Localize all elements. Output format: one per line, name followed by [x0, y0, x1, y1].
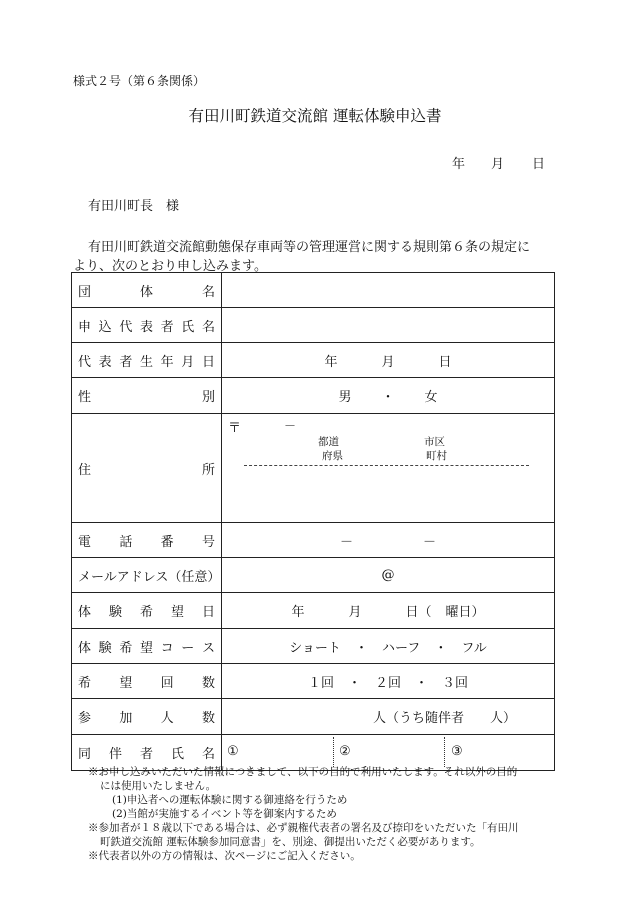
course-sep-2: ・ [434, 640, 448, 656]
label-group-name [72, 273, 222, 308]
label-char: 団 [78, 284, 92, 300]
course-half[interactable]: ハーフ [381, 640, 421, 656]
row-phone [72, 523, 555, 558]
label-char: 表 [98, 354, 112, 370]
gender-separator: ・ [381, 390, 395, 405]
label-char: 者 [119, 354, 133, 370]
representative-name-field[interactable] [222, 308, 555, 343]
label-char: 希 [139, 605, 153, 620]
intro-line-2: より、次のとおり申し込みます。 [73, 259, 267, 274]
label-char: 話 [119, 534, 133, 550]
course-full[interactable]: フル [461, 640, 487, 656]
row-gender [72, 378, 555, 414]
participants-label [78, 707, 215, 726]
note-2: ※参加者が１８歳以下である場合は、必ず親権代表者の署名及び捺印をいただいた「有田川 [88, 822, 519, 834]
label-char: 伴 [108, 747, 122, 762]
label-char: 験 [108, 605, 122, 620]
form-reference: 様式２号（第６条関係） [73, 74, 206, 88]
note-2-cont: 町鉄道交流館 運転体験参加同意書」を、別途、御提出いただく必要があります。 [100, 836, 481, 848]
row-course [72, 629, 555, 664]
dob-month: 月 [381, 354, 395, 370]
label-desired-date [72, 593, 222, 629]
companion-mark-3: ③ [451, 744, 463, 759]
label-char: 望 [119, 675, 133, 691]
label-phone [72, 523, 222, 558]
note-1-cont: には使用いたしません。 [100, 780, 217, 792]
gender-label [78, 386, 215, 405]
count-label [78, 672, 215, 691]
label-char: 回 [160, 675, 174, 691]
label-address [72, 414, 222, 523]
label-char: 者 [139, 747, 153, 762]
group-name-label [78, 281, 215, 300]
address-field[interactable] [222, 414, 555, 523]
label-char: 氏 [181, 319, 195, 335]
date-year: 年 [452, 157, 466, 172]
label-char: 者 [160, 319, 174, 335]
note-purpose-2: (2)当館が実施するイベント等を御案内するため [112, 808, 337, 820]
label-char: 日 [201, 354, 215, 370]
count-sep-1: ・ [347, 675, 361, 691]
label-char: 号 [201, 534, 215, 550]
group-name-field[interactable] [222, 273, 555, 308]
email-at: @ [381, 567, 395, 583]
count-1[interactable]: １回 [307, 675, 334, 691]
intro-line-1: 有田川町鉄道交流館動態保存車両等の管理運営に関する規則第６条の規定に [88, 240, 531, 255]
label-char: ー [181, 640, 195, 656]
label-char: コ [160, 640, 174, 656]
participants-field[interactable] [222, 699, 555, 735]
label-course [72, 629, 222, 664]
label-char: 希 [119, 640, 133, 656]
course-sep-1: ・ [354, 640, 368, 656]
desired-year: 年 [291, 605, 305, 620]
label-char: 氏 [170, 747, 184, 762]
label-char: 同 [78, 747, 92, 762]
label-char: 電 [78, 534, 92, 550]
label-char: 人 [160, 711, 174, 726]
address-dashed-line [244, 465, 529, 466]
row-email [72, 558, 555, 593]
label-char: 申 [78, 319, 92, 335]
companion-divider-2 [444, 737, 445, 767]
label-representative-name [72, 308, 222, 343]
label-char: 加 [119, 711, 133, 726]
label-char: 所 [201, 462, 215, 478]
representative-name-label [78, 316, 215, 335]
course-short[interactable]: ショート [289, 640, 341, 656]
note-1: ※お申し込みいただいた情報につきまして、以下の目的で利用いたします。それ以外の目的 [88, 766, 518, 778]
row-address [72, 414, 555, 523]
course-field[interactable] [222, 629, 555, 664]
email-field[interactable] [222, 558, 555, 593]
addressee: 有田川町長 様 [88, 199, 180, 214]
postal-mark: 〒 [228, 421, 242, 436]
companion-mark-2: ② [339, 744, 351, 759]
date-day: 日 [532, 157, 546, 172]
label-char: 名 [201, 319, 215, 335]
label-char: 験 [98, 640, 112, 656]
label-char: 体 [78, 640, 92, 656]
label-char: 性 [78, 390, 92, 405]
page-title: 有田川町鉄道交流館 運転体験申込書 [188, 107, 442, 125]
participants-value: 人（うち随伴者 人） [372, 711, 516, 726]
postal-dash: － [284, 419, 297, 433]
label-char: 生 [139, 354, 153, 370]
label-representative-dob [72, 343, 222, 378]
row-representative-dob [72, 343, 555, 378]
label-char: 別 [201, 390, 215, 405]
label-char: 表 [139, 319, 153, 335]
phone-field[interactable] [222, 523, 555, 558]
label-char: 望 [139, 640, 153, 656]
label-char: 込 [98, 319, 112, 335]
label-char: 数 [201, 675, 215, 691]
label-char: 名 [201, 284, 215, 300]
label-char: 名 [201, 747, 215, 762]
label-char: 代 [119, 319, 133, 335]
note-3: ※代表者以外の方の情報は、次ページにご記入ください。 [88, 850, 361, 862]
dob-year: 年 [324, 354, 338, 370]
note-purpose-1: (1)申込者への運転体験に関する御連絡を行うため [112, 794, 348, 806]
city-bottom: 町村 [426, 450, 447, 462]
address-label [78, 459, 215, 478]
row-count [72, 664, 555, 699]
desired-date-label [78, 601, 215, 620]
label-char: 望 [170, 605, 184, 620]
phone-dash-2: － [423, 534, 437, 550]
row-group-name [72, 273, 555, 308]
desired-month: 月 [348, 605, 362, 620]
desired-day: 日（ [405, 605, 432, 620]
count-2[interactable]: ２回 [374, 675, 401, 691]
representative-dob-field[interactable] [222, 343, 555, 378]
phone-label [78, 531, 215, 550]
row-desired-date [72, 593, 555, 629]
gender-male[interactable]: 男 [338, 390, 352, 405]
dob-day: 日 [438, 354, 452, 370]
companion-mark-1: ① [227, 744, 239, 759]
prefecture-bottom: 府県 [322, 450, 343, 462]
label-participants [72, 699, 222, 735]
label-char: 代 [78, 354, 92, 370]
label-char: ス [201, 640, 215, 656]
label-char: 月 [181, 354, 195, 370]
count-field[interactable] [222, 664, 555, 699]
city-top: 市区 [424, 436, 445, 448]
label-char: 参 [78, 711, 92, 726]
label-char: 体 [78, 605, 92, 620]
count-3[interactable]: ３回 [442, 675, 469, 691]
label-char: 住 [78, 462, 92, 478]
label-char: 数 [201, 711, 215, 726]
row-participants [72, 699, 555, 735]
phone-dash-1: － [339, 534, 353, 550]
label-char: 年 [160, 354, 174, 370]
gender-female[interactable]: 女 [424, 390, 438, 405]
course-label [78, 637, 215, 656]
email-label: メールアドレス（任意） [78, 569, 221, 585]
row-representative-name [72, 308, 555, 343]
application-form-table [71, 272, 555, 771]
label-char: 体 [139, 284, 153, 300]
representative-dob-label [78, 351, 215, 370]
count-sep-2: ・ [415, 675, 429, 691]
label-char: 日 [201, 605, 215, 620]
label-char: 番 [160, 534, 174, 550]
label-count [72, 664, 222, 699]
label-email [72, 558, 222, 593]
companion-divider-1 [333, 737, 334, 767]
desired-date-field[interactable] [222, 593, 555, 629]
prefecture-top: 都道 [318, 436, 339, 448]
label-gender [72, 378, 222, 414]
label-char: 希 [78, 675, 92, 691]
desired-weekday: 曜日） [445, 605, 485, 620]
date-month: 月 [491, 157, 505, 172]
gender-field[interactable] [222, 378, 555, 414]
companions-label [78, 743, 215, 762]
